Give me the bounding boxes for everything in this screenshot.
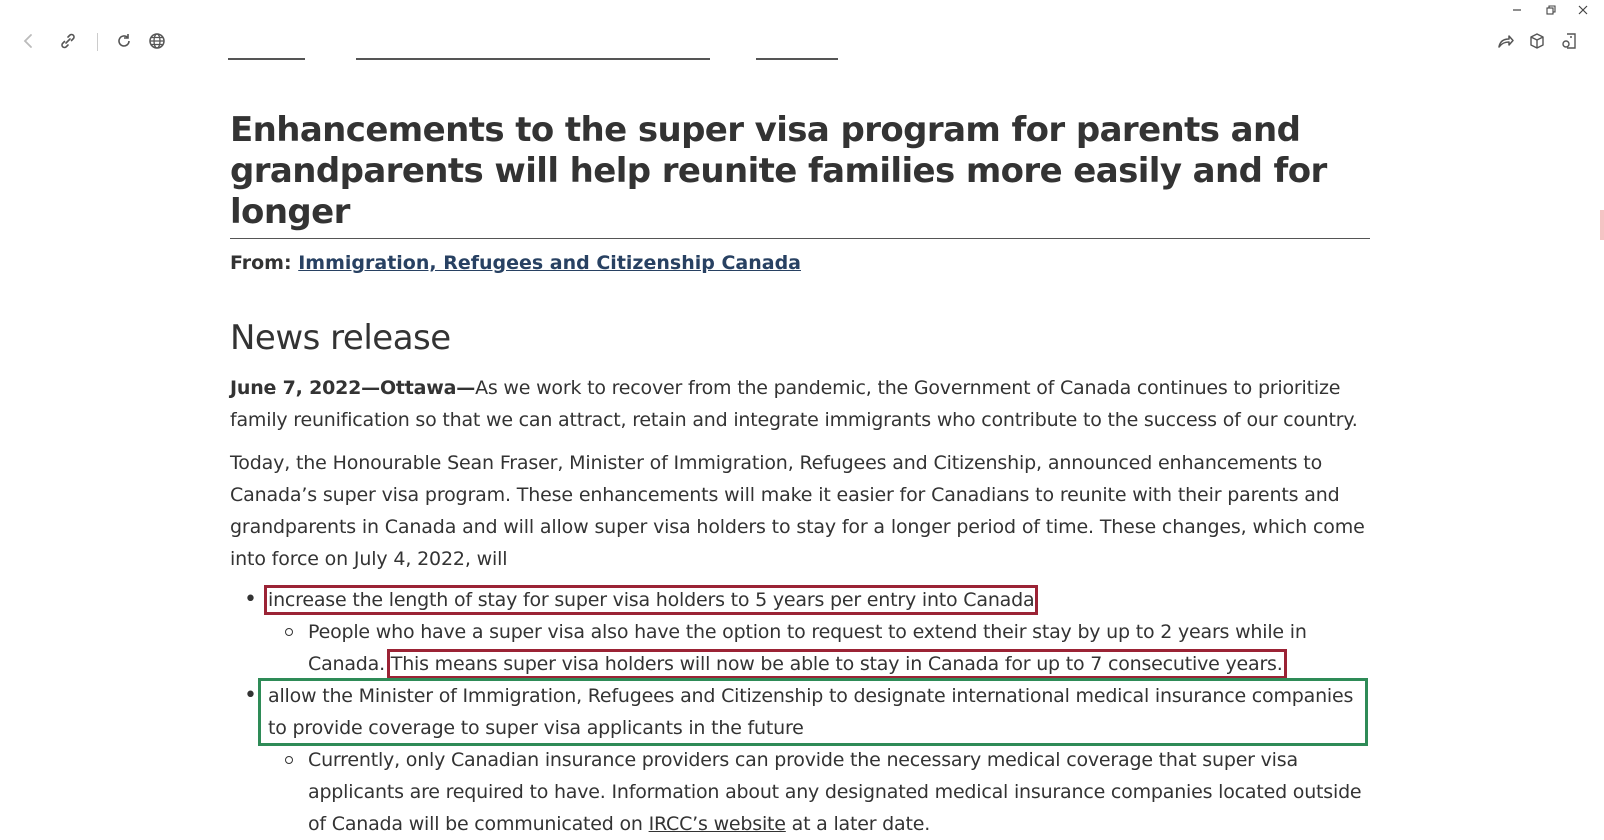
truncated-breadcrumb-link[interactable] xyxy=(756,58,838,60)
sub-text: People who have a super visa also have the option to request to extend their stay by up to 2 years while in Canada. xyxy=(308,621,1307,675)
list-item xyxy=(230,616,1370,680)
article xyxy=(230,110,1370,840)
scrollbar-marker[interactable] xyxy=(1600,210,1604,240)
reader-icon[interactable] xyxy=(1558,30,1580,52)
highlighted-text: This means super visa holders will now be able to stay in Canada for up to 7 consecutive years. xyxy=(390,653,1283,675)
toolbar-separator xyxy=(97,33,98,51)
intro-paragraph xyxy=(230,372,1370,436)
share-icon[interactable] xyxy=(1494,30,1516,52)
sub-text: Currently, only Canadian insurance providers can provide the necessary medical coverage that super visa applicants are required to have. Information about any designated medical insurance companies located outside of Canada will be communicated on xyxy=(308,749,1362,835)
ircc-website-link[interactable]: IRCC’s website xyxy=(648,813,786,835)
department-link[interactable]: Immigration, Refugees and Citizenship Canada xyxy=(298,252,801,274)
sub-text-end: at a later date. xyxy=(791,813,931,835)
link-icon[interactable] xyxy=(57,30,79,52)
truncated-breadcrumb-link[interactable] xyxy=(356,58,710,60)
sub-list xyxy=(230,616,1370,680)
cube-icon[interactable] xyxy=(1526,30,1548,52)
browser-toolbar xyxy=(0,0,1604,80)
from-label: From: xyxy=(230,252,292,274)
intro-text: As we work to recover from the pandemic, the Government of Canada continues to prioritize family reunification so that we can attract, retain and integrate immigrants who contribute to the success of our country. xyxy=(230,377,1358,431)
list-item xyxy=(230,680,1370,840)
from-line xyxy=(230,252,1370,274)
section-heading: News release xyxy=(230,318,451,358)
page-title: Enhancements to the super visa program for parents and grandparents will help reunite families more easily and for longer xyxy=(230,110,1370,239)
close-icon[interactable] xyxy=(1568,0,1598,20)
highlighted-text: increase the length of stay for super visa holders to 5 years per entry into Canada xyxy=(268,589,1035,611)
list-item xyxy=(230,584,1370,680)
back-arrow-icon[interactable] xyxy=(17,30,39,52)
restore-icon[interactable] xyxy=(1536,0,1566,20)
minimize-icon[interactable] xyxy=(1502,0,1532,20)
dateline: June 7, 2022—Ottawa— xyxy=(230,377,476,399)
truncated-breadcrumb-link[interactable] xyxy=(228,58,305,60)
announcement-paragraph: Today, the Honourable Sean Fraser, Minister of Immigration, Refugees and Citizenship, announced enhancements to Canada’s super visa program. These enhancements will make it easier for Canadians to reunite with their parents and grandparents in Canada and will allow super visa holders to stay for a longer period of time. These changes, which come into force on July 4, 2022, will xyxy=(230,452,1365,570)
globe-icon[interactable] xyxy=(146,30,168,52)
sub-list xyxy=(230,744,1370,840)
list-item xyxy=(230,744,1370,840)
highlighted-text: allow the Minister of Immigration, Refugees and Citizenship to designate international medical insurance companies to provide coverage to super visa applicants in the future xyxy=(268,685,1354,739)
reload-icon[interactable] xyxy=(113,30,135,52)
changes-list xyxy=(230,584,1370,840)
